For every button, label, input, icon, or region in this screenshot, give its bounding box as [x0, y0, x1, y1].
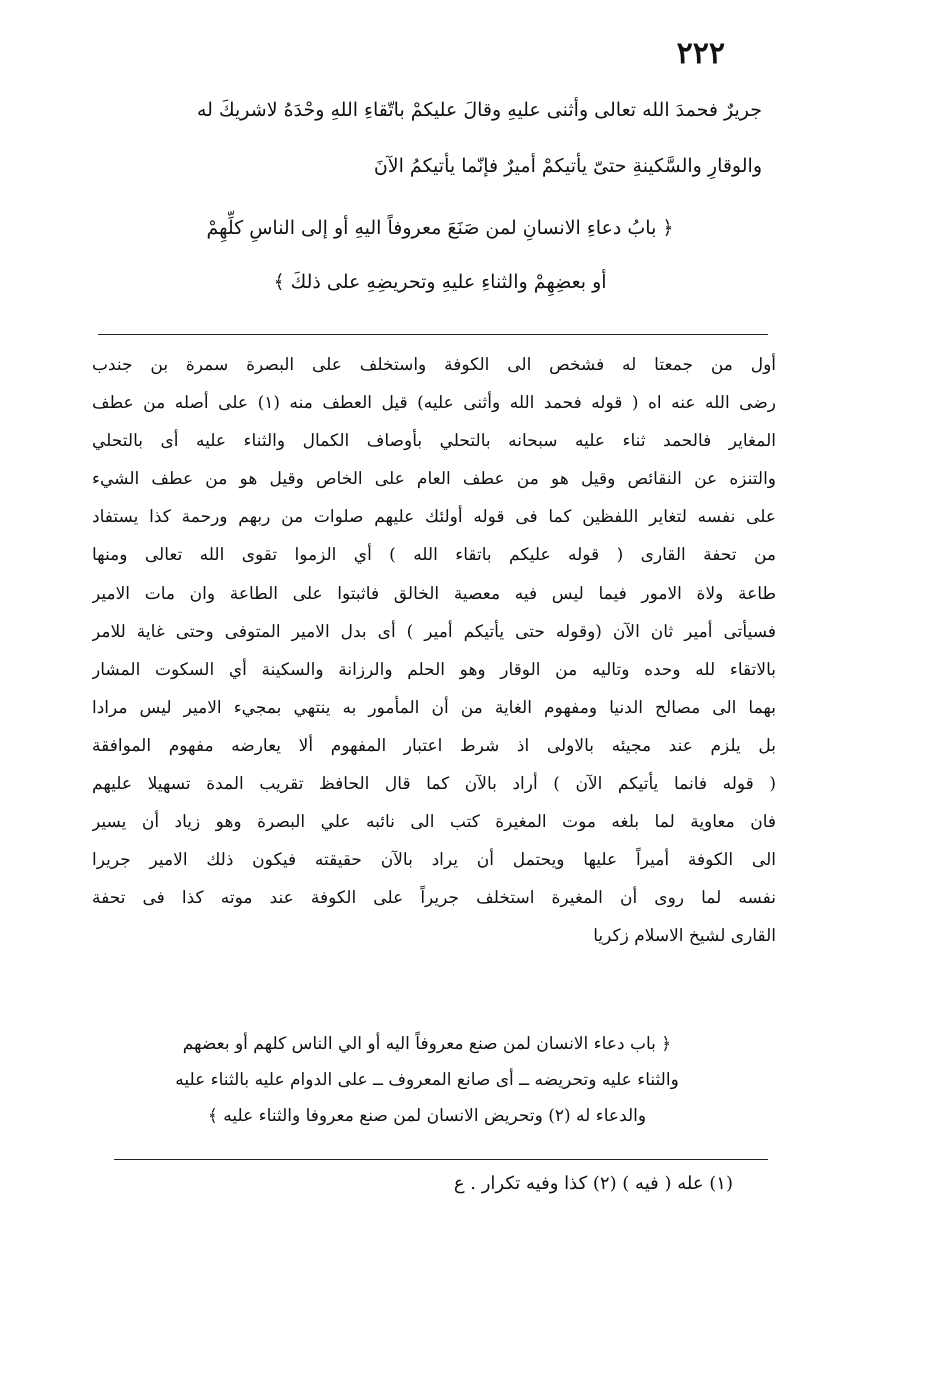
commentary-line: بهما الى مصالح الدنيا ومفهوم الغاية من أن المأمور به ينتهي بمجيء الامير ليس مرادا: [92, 697, 776, 718]
commentary-line: فسيأتى أمير ثان الآن (وقوله حتى يأتيكم أمير ) أى بدل الامير المتوفى وحتى غاية للامر: [92, 621, 776, 642]
commentary-line: الى الكوفة أميراً عليها ويحتمل أن يراد بالآن حقيقته فيكون ذلك الامير جريرا: [92, 850, 776, 871]
commentary-line: بل يلزم عند مجيئه بالاولى اذ شرط اعتبار المفهوم ألا يعارضه مفهوم الموافقة: [92, 735, 776, 756]
commentary-chapter-line: ﴿ باب دعاء الانسان لمن صنع معروفاً اليه أو الي الناس كلهم أو بعضهم: [182, 1034, 672, 1054]
commentary-line: من تحفة القارى ( قوله عليكم باتقاء الله ) أي الزموا تقوى الله تعالى ومنها: [92, 545, 776, 566]
commentary-line: طاعة ولاة الامور فيما ليس فيه معصية الخالق فاثبتوا على الطاعة وان مات الامير: [92, 583, 776, 604]
commentary-line: فان معاوية لما بلغه موت المغيرة كتب الى نائبه علي البصرة وهو زياد أن يسير: [92, 812, 776, 833]
commentary-chapter-heading: [110, 1026, 744, 1134]
hadith-text: [102, 96, 762, 208]
chapter-heading-line: ﴿ بابُ دعاءِ الانسانِ لمن صَنَعَ معروفاً اليهِ أو إلى الناسِ كلِّهِمْ: [206, 217, 674, 239]
commentary-line: أول من جمعتا له فشخص الى الكوفة واستخلف على البصرة سمرة بن جندب: [92, 355, 776, 375]
chapter-heading-line: أو بعضِهِمْ والثناءِ عليهِ وتحريضِهِ على ذلكَ ﴾: [273, 271, 607, 293]
commentary-text: [92, 346, 776, 956]
commentary-line: نفسه لما روى أن المغيرة استخلف جريراً على الكوفة عند موته كذا فى تحفة: [92, 888, 776, 909]
chapter-heading: [120, 214, 760, 322]
commentary-line: القارى لشيخ الاسلام زكريا: [593, 926, 776, 947]
commentary-chapter-line: والثناء عليه وتحريضه ــ أى صانع المعروف ــ على الدوام عليه بالثناء عليه: [175, 1070, 679, 1090]
top-divider: [98, 334, 768, 335]
footnote-divider: [114, 1159, 768, 1160]
hadith-line: والوقارِ والسَّكينةِ حتىّ يأتيكمْ أميرٌ فإنّما يأتيكمُ الآنَ: [373, 155, 762, 177]
commentary-line: ( قوله فانما يأتيكم الآن ) أراد بالآن كما قال الحافظ تقريب المدة تسهيلا عليهم: [92, 774, 776, 795]
page-number: ٢٢٢: [676, 36, 725, 71]
hadith-line: جريرٌ فحمدَ الله تعالى وأثنى عليهِ وقالَ عليكمْ باتّقاءِ اللهِ وحْدَهُ لاشريكَ له: [196, 99, 762, 121]
footnote: (١) عله ( فيه ) (٢) كذا وفيه تكرار . ع: [453, 1173, 733, 1194]
commentary-line: بالاتقاء لله وحده وتاليه من الوقار وهو الحلم والرزانة والسكينة أي السكوت المشار: [92, 659, 776, 680]
commentary-chapter-line: والدعاء له (٢) وتحريض الانسان لمن صنع معروفا والثناء عليه ﴾: [207, 1106, 647, 1126]
commentary-line: والتنزه عن النقائص وقيل هو من عطف العام على الخاص وقيل هو من عطف الشيء: [92, 469, 776, 490]
commentary-line: على نفسه لتغاير اللفظين كما فى قوله أولئك عليهم صلوات من ربهم ورحمة كذا يستفاد: [92, 507, 776, 528]
commentary-line: المغاير فالحمد ثناء عليه سبحانه بالتحلي بأوصاف الكمال والثناء عليه أى بالتحلي: [92, 431, 776, 452]
commentary-line: رضى الله عنه اه ( قوله فحمد الله وأثنى عليه) قيل العطف منه (١) على أصله من عطف: [92, 393, 776, 414]
